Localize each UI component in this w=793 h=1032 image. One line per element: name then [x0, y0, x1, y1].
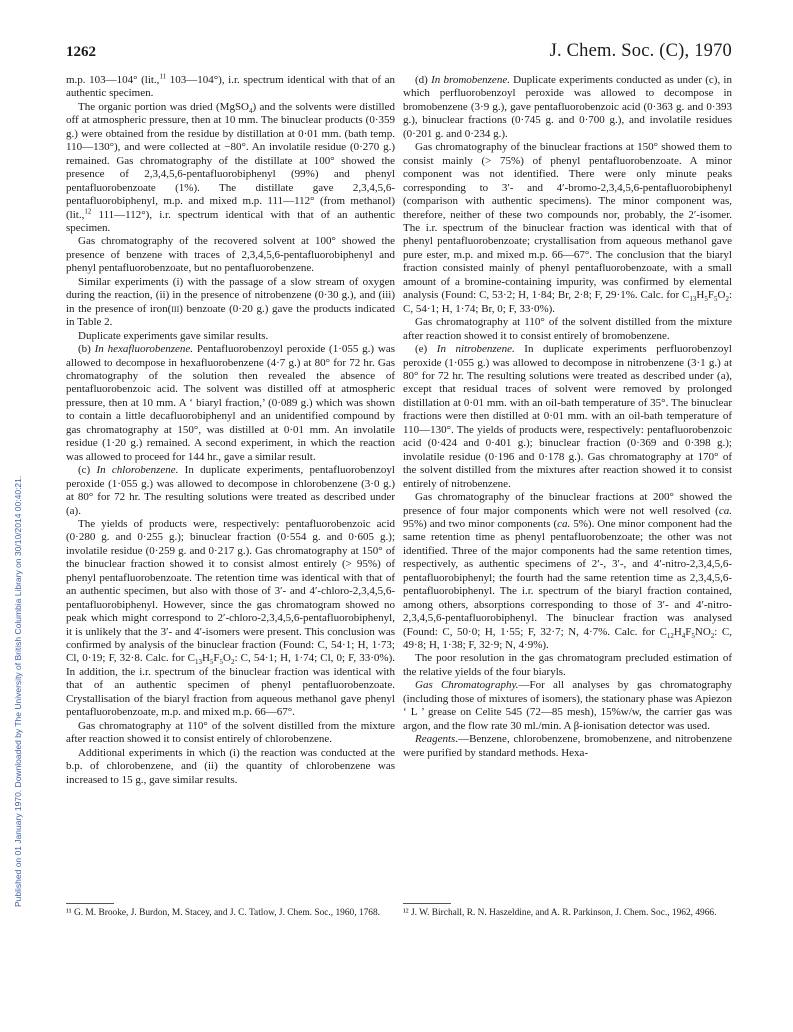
- download-notice[interactable]: Published on 01 January 1970. Downloaded by The University of British Columbia Library on 30/10/2014 00:40:21.: [13, 475, 23, 907]
- paragraph: The yields of products were, respectively: pentafluorobenzoic acid (0·280 g. and 0·255 g.); binuclear fraction (0·554 g. and 0·605 g.); involatile residue (0·259 g. and 0·217 g.). Gas chromatography at 150° of the binuclear fraction showed it to consist almost entirely (> 95%) of phenyl pentafluorobenzoate. The retention time was identical with that of an authentic specimen, but also with those of 3′- and 4′-chloro-2,3,4,5,6-pentafluorobiphenyl. However, since the gas chromatogram showed no peak which might correspond to 2′-chloro-2,3,4,5,6-pentafluorobiphenyl, it is unlikely that the 3′- and 4′-isomers were present. This conclusion was confirmed by analysis of the binuclear fraction (Found: C, 54·1; H, 1·73; Cl, 0·19; F, 32·8. Calc. for $C_{13}H_5F_5O_2$: C, 54·1; H, 1·74; Cl, 0; F, 33·0%). In addition, the i.r. spectrum of the binuclear fraction was identical with that of an authentic specimen of phenyl pentafluorobenzoate. Crystallisation of the biaryl fraction from aqueous methanol gave phenyl pentafluorobenzoate, m.p. and mixed m.p. 66—67°.: [66, 517, 395, 719]
- download-sidebar: [0, 100, 23, 920]
- footnote-11: ¹¹ G. M. Brooke, J. Burdon, M. Stacey, and J. C. Tatlow, J. Chem. Soc., 1960, 1768.: [66, 908, 380, 918]
- paragraph: Gas chromatography at 110° of the solvent distilled from the mixture after reaction showed it to consist entirely of bromobenzene.: [403, 316, 732, 342]
- paragraph: Duplicate experiments gave similar results.: [78, 329, 269, 342]
- paragraph: Gas Chromatography.—For all analyses by gas chromatography (including those of mixtures of isomers), the stationary phase was Apiezon ‘ L ’ grease on Celite 545 (72—85 mesh), 15%w/w, the carrier gas was argon, and the flow rate 30 ml./min. A β-ionisation detector was used.: [403, 679, 733, 732]
- paragraph: Additional experiments in which (i) the reaction was conducted at the b.p. of chlorobenzene, and (ii) the quantity of chlorobenzene was increased to 15 g., gave similar results.: [66, 746, 395, 786]
- journal-title: J. Chem. Soc. (C), 1970: [549, 41, 732, 61]
- footnote-12: ¹² J. W. Birchall, R. N. Haszeldine, and A. R. Parkinson, J. Chem. Soc., 1962, 4966.: [403, 908, 717, 918]
- paragraph: m.p. 103—104° (lit.,$^{11}$ 103—104°), i.r. spectrum identical with that of an authentic specimen.: [66, 72, 395, 100]
- footnote-rule: [66, 903, 114, 904]
- paragraph: (c) In chlorobenzene. In duplicate experiments, pentafluorobenzoyl peroxide (1·055 g.) was allowed to decompose in chlorobenzene (3·0 g.) at 80° for 72 hr. The resulting solutions were treated as described under (a).: [66, 464, 395, 517]
- page-header: [66, 41, 732, 66]
- paragraph: Similar experiments (i) with the passage of a slow stream of oxygen during the reaction, (ii) in the presence of nitrobenzene (0·30 g.), and (iii) in the presence of iron(iii) benzoate (0·20 g.) gave the products indicated in Table 2.: [66, 275, 396, 329]
- page-number: 1262: [66, 44, 96, 60]
- footnote-rule: [403, 903, 451, 904]
- paragraph: (b) In hexafluorobenzene. Pentafluorobenzoyl peroxide (1·055 g.) was allowed to decompose in hexafluorobenzene (4·7 g.) at 80° for 72 hr. Gas chromatography of the solution then revealed the absence of pentafluorobenzoic acid. The solvent was distilled off at atmospheric pressure, then at 10 mm. A ‘ biaryl fraction,’ (0·089 g.) which was shown to contain a little decafluorobiphenyl and an unidentified compound by gas chromatography at 150°, was distilled at 0·01 mm. An involatile residue (1·20 g.) remained. A second experiment, in which the reaction was allowed to proceed for 144 hr., gave a similar result.: [66, 343, 395, 463]
- paragraph: (e) In nitrobenzene. In duplicate experiments perfluorobenzoyl peroxide (1·055 g.) was allowed to decompose in nitrobenzene (3·1 g.) at 80° for 72 hr. The resulting solutions were treated as described under (a), except that residual traces of solvent were removed by prolonged distillation at 0·01 mm. with an oil-bath temperature of 35°. The binuclear fractions were then distilled at 0·01 mm. with an oil-bath temperature of 110—130°. The yields of products were, respectively: pentafluorobenzoic acid (0·424 and 0·401 g.); binuclear fraction (0·369 and 0·398 g.); involatile residue (0·196 and 0·178 g.). Gas chromatography at 170° of the solvent distilled from the mixtures after reaction showed it to consist entirely of nitrobenzene.: [403, 343, 732, 490]
- paragraph: The organic portion was dried (MgSO$_4$) and the solvents were distilled off at atmospheric pressure, then at 10 mm. The binuclear products (0·359 g.) were obtained from the residue by distillation at 0·01 mm. (bath temp. 110—130°), and were collected at −80°. An involatile residue (0·270 g.) remained. Gas chromatography of the distillate at 100° showed the presence of 2,3,4,5,6-pentafluorobiphenyl (99%) and phenyl pentafluorobenzoate (1%). The distillate gave 2,3,4,5,6-pentafluorobiphenyl, m.p. and mixed m.p. 111—112° (from methanol) (lit.,$^{12}$ 111—112°), i.r. spectrum identical with that of an authentic specimen.: [66, 100, 395, 234]
- paragraph: The poor resolution in the gas chromatogram precluded estimation of the relative yields of the four biaryls.: [403, 652, 732, 678]
- paragraph: (d) In bromobenzene. Duplicate experiments conducted as under (c), in which perfluorobenzoyl peroxide was allowed to decompose in bromobenzene (3·9 g.), gave pentafluorobenzoic acid (0·363 g. and 0·393 g.), binuclear fractions (0·745 g. and 0·700 g.), and involatile residues (0·201 g. and 0·234 g.).: [403, 74, 732, 140]
- left-column: [66, 74, 395, 787]
- right-column: [403, 74, 732, 760]
- paragraph: Reagents.—Benzene, chlorobenzene, bromobenzene, and nitrobenzene were purified by standard methods. Hexa-: [403, 733, 732, 759]
- paragraph: Gas chromatography at 110° of the solvent distilled from the mixture after reaction showed it to consist entirely of chlorobenzene.: [66, 719, 395, 746]
- paragraph: Gas chromatography of the recovered solvent at 100° showed the presence of benzene with traces of 2,3,4,5,6-pentafluorobiphenyl and phenyl pentafluorobenzoate, but no pentafluorobenzene.: [66, 235, 395, 275]
- paragraph: Gas chromatography of the binuclear fractions at 200° showed the presence of four major components which were not well resolved (ca. 95%) and two minor components (ca. 5%). One minor component had the same retention time as phenyl pentafluorobenzoate; the other was not identified. Three of the major components had the same retention times, respectively, as authentic specimens of 2′-, 3′-, and 4′-nitro-2,3,4,5,6-pentafluorobiphenyl; the fourth had the same retention time as 2,3,4,5,6-pentafluorobiphenyl. The i.r. spectrum of the biaryl fraction contained, among others, absorptions corresponding to those of 3′- and 4′-nitro-2,3,4,5,6-pentafluorobiphenyl. The binuclear fraction was analysed (Found: C, 50·0; H, 1·55; F, 32·7; N, 4·7%. Calc. for $C_{12}H_4F_5NO_2$: C, 49·8; H, 1·38; F, 32·9; N, 4·9%).: [403, 491, 732, 652]
- paragraph: Gas chromatography of the binuclear fractions at 150° showed them to consist mainly (> 75%) of phenyl pentafluorobenzoate. A minor component was not identified. There were only minute peaks corresponding to 3′- and 4′-bromo-2,3,4,5,6-pentafluorobiphenyl (comparison with authentic specimens). The minor component was, therefore, neither of these two compounds nor, probably, the 2′-isomer. The i.r. spectrum of the binuclear fraction was identical with that of phenyl pentafluorobenzoate; crystallisation from aqueous methanol gave pure ester, m.p. and mixed m.p. 66—67°. The conclusion that the biaryl fraction consisted mainly of phenyl pentafluorobenzoate, with a small amount of a bromine-containing impurity, was confirmed by elemental analysis (Found: C, 53·2; H, 1·84; Br, 2·8; F, 29·1%. Calc. for $C_{13}H_5F_5O_2$: C, 54·1; H, 1·74; Br, 0; F, 33·0%).: [403, 141, 732, 315]
